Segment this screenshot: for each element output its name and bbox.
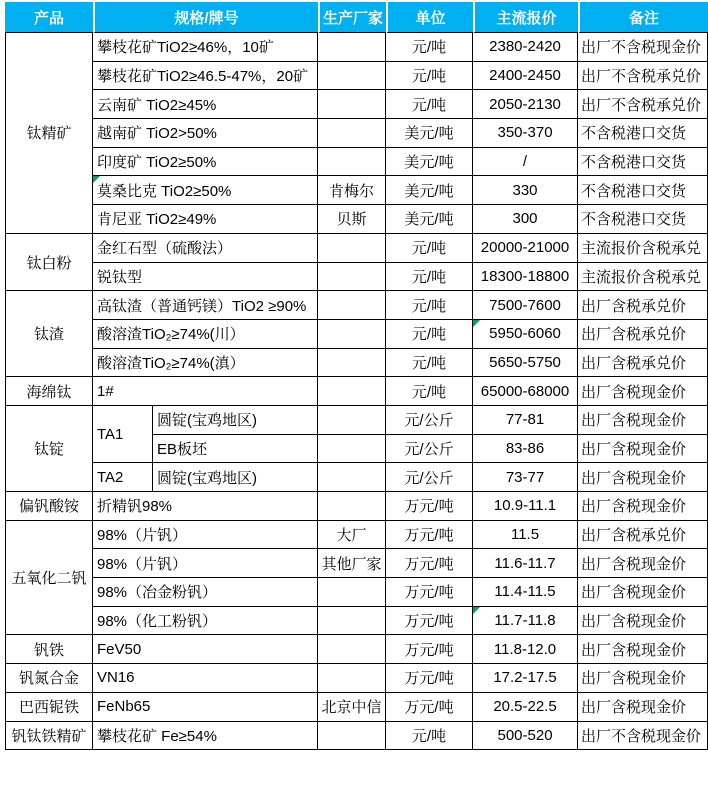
- price-table: [5, 2, 708, 750]
- unit-cell: 元/公斤: [386, 463, 473, 492]
- note-cell: 出厂含税承兑价: [578, 521, 708, 550]
- vendor-cell: 大厂: [318, 521, 386, 550]
- product-cell: 钛精矿: [5, 33, 93, 234]
- price-cell: 17.2-17.5: [473, 664, 578, 693]
- note-cell: 出厂含税承兑价: [578, 291, 708, 320]
- vendor-cell: [318, 578, 386, 607]
- vendor-cell: [318, 406, 386, 435]
- price-cell: 2050-2130: [473, 90, 578, 119]
- table-row: [5, 291, 708, 320]
- header-unit: 单位: [386, 2, 473, 33]
- price-text: 5950-6060: [489, 325, 561, 343]
- price-cell: 2380-2420: [473, 33, 578, 62]
- note-cell: 出厂不含税现金价: [578, 722, 708, 751]
- spec-cell: VN16: [93, 664, 318, 693]
- spec-cell: 圆锭(宝鸡地区): [153, 406, 318, 435]
- comment-indicator-icon: [473, 320, 480, 327]
- comment-indicator-icon: [473, 607, 480, 614]
- table-row: [5, 320, 708, 349]
- note-cell: 出厂不含税承兑价: [578, 62, 708, 91]
- note-cell: 出厂含税现金价: [578, 607, 708, 636]
- unit-cell: 元/公斤: [386, 435, 473, 464]
- unit-cell: 万元/吨: [386, 578, 473, 607]
- spec-cell: 锐钛型: [93, 263, 318, 292]
- header-price: 主流报价: [473, 2, 578, 33]
- unit-cell: 元/吨: [386, 320, 473, 349]
- product-cell: 钛渣: [5, 291, 93, 377]
- unit-cell: 元/吨: [386, 722, 473, 751]
- price-cell: 11.5: [473, 521, 578, 550]
- vendor-cell: [318, 119, 386, 148]
- price-cell: 77-81: [473, 406, 578, 435]
- note-cell: 不含税港口交货: [578, 119, 708, 148]
- vendor-cell: [318, 492, 386, 521]
- note-cell: 出厂含税现金价: [578, 435, 708, 464]
- table-row: [5, 176, 708, 205]
- product-cell: 钛白粉: [5, 234, 93, 291]
- price-cell: 11.8-12.0: [473, 635, 578, 664]
- spec-cell: 金红石型（硫酸法）: [93, 234, 318, 263]
- vendor-cell: [318, 291, 386, 320]
- note-cell: 出厂含税现金价: [578, 635, 708, 664]
- note-cell: 出厂含税现金价: [578, 492, 708, 521]
- note-cell: 出厂含税现金价: [578, 693, 708, 722]
- vendor-cell: [318, 349, 386, 378]
- table-row: [5, 148, 708, 177]
- table-row: [5, 234, 708, 263]
- table-row: [5, 492, 708, 521]
- header-spec: 规格/牌号: [93, 2, 318, 33]
- price-cell: 83-86: [473, 435, 578, 464]
- unit-cell: 万元/吨: [386, 492, 473, 521]
- header-vendor: 生产厂家: [318, 2, 386, 33]
- vendor-cell: 其他厂家: [318, 549, 386, 578]
- note-cell: 主流报价含税承兑: [578, 263, 708, 292]
- product-cell: 巴西铌铁: [5, 693, 93, 722]
- price-cell: [473, 607, 578, 636]
- header-row: [5, 2, 708, 33]
- vendor-cell: [318, 90, 386, 119]
- price-cell: 500-520: [473, 722, 578, 751]
- note-cell: 出厂含税现金价: [578, 377, 708, 406]
- vendor-cell: [318, 148, 386, 177]
- unit-cell: 美元/吨: [386, 148, 473, 177]
- vendor-cell: 贝斯: [318, 205, 386, 234]
- spec-cell: 攀枝花矿 Fe≥54%: [93, 722, 318, 751]
- product-cell: 钒钛铁精矿: [5, 722, 93, 751]
- price-text: 11.7-11.8: [494, 612, 556, 630]
- product-cell: 五氧化二钒: [5, 521, 93, 636]
- table-row: [5, 607, 708, 636]
- spec-cell: 98%（化工粉钒）: [93, 607, 318, 636]
- unit-cell: 美元/吨: [386, 205, 473, 234]
- spec-cell: 酸溶渣TiO₂≥74%(滇）: [93, 349, 318, 378]
- vendor-cell: [318, 463, 386, 492]
- unit-cell: 万元/吨: [386, 607, 473, 636]
- vendor-cell: [318, 62, 386, 91]
- vendor-cell: [318, 263, 386, 292]
- price-cell: 10.9-11.1: [473, 492, 578, 521]
- unit-cell: 元/吨: [386, 62, 473, 91]
- note-cell: 出厂含税承兑价: [578, 320, 708, 349]
- product-cell: 钛锭: [5, 406, 93, 492]
- note-cell: 出厂含税现金价: [578, 406, 708, 435]
- vendor-cell: 肯梅尔: [318, 176, 386, 205]
- spec-cell: EB板坯: [153, 435, 318, 464]
- unit-cell: 元/吨: [386, 90, 473, 119]
- product-cell: 钒铁: [5, 635, 93, 664]
- table-row: [5, 521, 708, 550]
- price-cell: /: [473, 148, 578, 177]
- vendor-cell: 北京中信: [318, 693, 386, 722]
- vendor-cell: [318, 664, 386, 693]
- table-row: [5, 377, 708, 406]
- product-cell: 海绵钛: [5, 377, 93, 406]
- unit-cell: 元/吨: [386, 377, 473, 406]
- spec-cell: 98%（片钒）: [93, 521, 318, 550]
- note-cell: 不含税港口交货: [578, 148, 708, 177]
- table-row: [5, 578, 708, 607]
- price-cell: 11.6-11.7: [473, 549, 578, 578]
- header-note: 备注: [578, 2, 708, 33]
- grade-cell: TA1: [93, 406, 153, 463]
- price-cell: 11.4-11.5: [473, 578, 578, 607]
- grade-cell: TA2: [93, 463, 153, 492]
- note-cell: 出厂含税现金价: [578, 578, 708, 607]
- vendor-cell: [318, 607, 386, 636]
- price-cell: 20.5-22.5: [473, 693, 578, 722]
- unit-cell: 元/吨: [386, 33, 473, 62]
- spec-cell: 越南矿 TiO2>50%: [93, 119, 318, 148]
- vendor-cell: [318, 377, 386, 406]
- comment-indicator-icon: [93, 176, 100, 183]
- unit-cell: 元/公斤: [386, 406, 473, 435]
- unit-cell: 元/吨: [386, 263, 473, 292]
- spec-cell: FeNb65: [93, 693, 318, 722]
- table-row: [5, 635, 708, 664]
- vendor-cell: [318, 722, 386, 751]
- vendor-cell: [318, 635, 386, 664]
- vendor-cell: [318, 33, 386, 62]
- spec-cell: 98%（片钒）: [93, 549, 318, 578]
- table-row: [5, 549, 708, 578]
- spec-cell: 高钛渣（普通钙镁）TiO2 ≥90%: [93, 291, 318, 320]
- spec-cell: 印度矿 TiO2≥50%: [93, 148, 318, 177]
- price-cell: [473, 320, 578, 349]
- table-row: [5, 693, 708, 722]
- note-cell: 出厂含税现金价: [578, 463, 708, 492]
- spec-cell: 攀枝花矿TiO2≥46.5-47%，20矿: [93, 62, 318, 91]
- price-cell: 65000-68000: [473, 377, 578, 406]
- vendor-cell: [318, 435, 386, 464]
- price-cell: 7500-7600: [473, 291, 578, 320]
- unit-cell: 美元/吨: [386, 176, 473, 205]
- spec-cell: 1#: [93, 377, 318, 406]
- table-row: [5, 722, 708, 751]
- note-cell: 不含税港口交货: [578, 176, 708, 205]
- table-row: [5, 119, 708, 148]
- unit-cell: 元/吨: [386, 234, 473, 263]
- note-cell: 不含税港口交货: [578, 205, 708, 234]
- price-cell: 18300-18800: [473, 263, 578, 292]
- spec-cell: 云南矿 TiO2≥45%: [93, 90, 318, 119]
- note-cell: 出厂不含税承兑价: [578, 90, 708, 119]
- note-cell: 出厂含税现金价: [578, 664, 708, 693]
- table-row: [5, 406, 708, 435]
- spec-cell: 98%（冶金粉钒）: [93, 578, 318, 607]
- spec-cell: 肯尼亚 TiO2≥49%: [93, 205, 318, 234]
- spec-cell: 攀枝花矿TiO2≥46%，10矿: [93, 33, 318, 62]
- unit-cell: 万元/吨: [386, 693, 473, 722]
- spec-text: 莫桑比克 TiO2≥50%: [97, 182, 232, 200]
- table-row: [5, 205, 708, 234]
- price-cell: 5650-5750: [473, 349, 578, 378]
- price-cell: 330: [473, 176, 578, 205]
- product-cell: 偏钒酸铵: [5, 492, 93, 521]
- price-cell: 350-370: [473, 119, 578, 148]
- product-cell: 钒氮合金: [5, 664, 93, 693]
- spec-cell: [93, 176, 318, 205]
- unit-cell: 万元/吨: [386, 635, 473, 664]
- table-row: [5, 349, 708, 378]
- table-row: [5, 90, 708, 119]
- table-row: [5, 263, 708, 292]
- unit-cell: 万元/吨: [386, 664, 473, 693]
- unit-cell: 元/吨: [386, 291, 473, 320]
- price-cell: 20000-21000: [473, 234, 578, 263]
- price-cell: 300: [473, 205, 578, 234]
- header-product: 产品: [5, 2, 93, 33]
- note-cell: 出厂含税现金价: [578, 549, 708, 578]
- spec-cell: 酸溶渣TiO₂≥74%(川）: [93, 320, 318, 349]
- spec-cell: FeV50: [93, 635, 318, 664]
- note-cell: 主流报价含税承兑: [578, 234, 708, 263]
- price-cell: 2400-2450: [473, 62, 578, 91]
- spec-cell: 圆锭(宝鸡地区): [153, 463, 318, 492]
- table-row: [5, 33, 708, 62]
- vendor-cell: [318, 320, 386, 349]
- price-cell: 73-77: [473, 463, 578, 492]
- unit-cell: 美元/吨: [386, 119, 473, 148]
- table-row: [5, 463, 708, 492]
- spec-cell: 折精钒98%: [93, 492, 318, 521]
- note-cell: 出厂含税承兑价: [578, 349, 708, 378]
- table-row: [5, 62, 708, 91]
- unit-cell: 万元/吨: [386, 521, 473, 550]
- unit-cell: 元/吨: [386, 349, 473, 378]
- unit-cell: 万元/吨: [386, 549, 473, 578]
- table-row: [5, 664, 708, 693]
- note-cell: 出厂不含税现金价: [578, 33, 708, 62]
- vendor-cell: [318, 234, 386, 263]
